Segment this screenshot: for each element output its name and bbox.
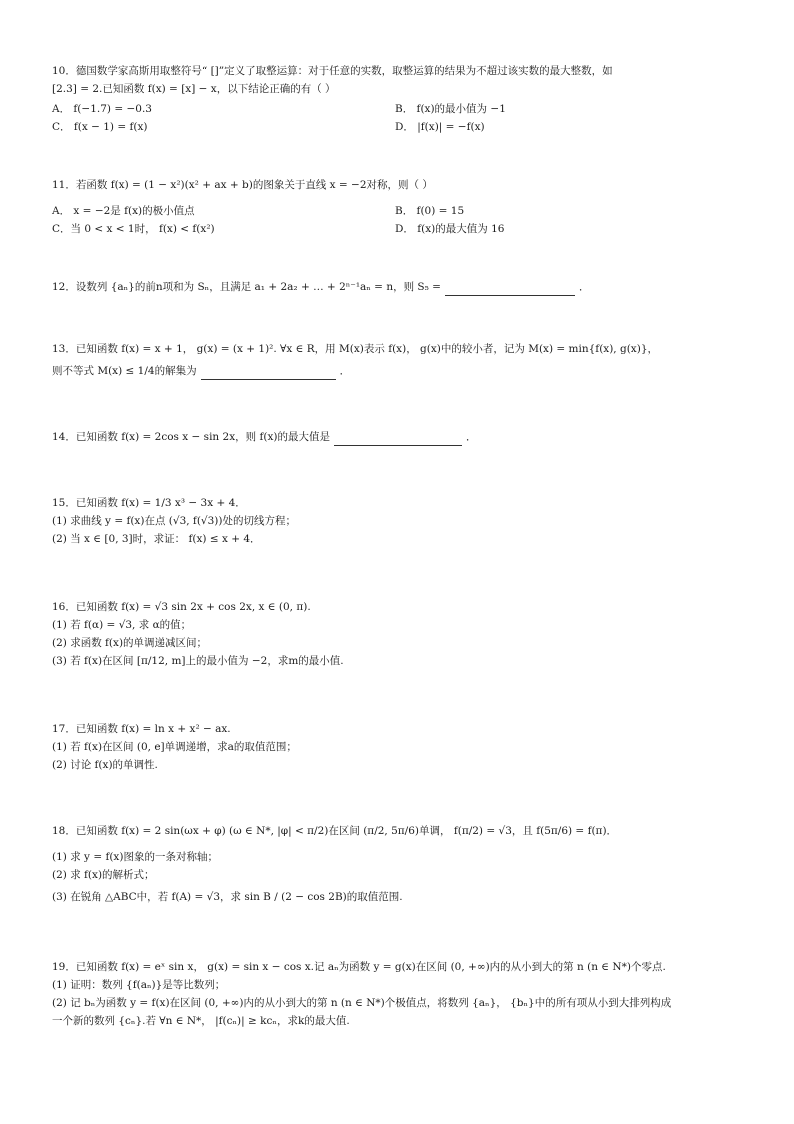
q19-stem: 19．已知函数 f(x) = eˣ sin x， g(x) = sin x − cos x.记 aₙ为函数 y = g(x)在区间 (0, +∞)内的从小到大的第 n (n ∈ N*)个零点. (52, 961, 666, 973)
q16-stem: 16．已知函数 f(x) = √3 sin 2x + cos 2x, x ∈ (0, π). (52, 601, 311, 613)
q13-period: ． (339, 365, 351, 377)
q10-stem-line1: 10．德国数学家高斯用取整符号“ []”定义了取整运算：对于任意的实数，取整运算的结果为不超过该实数的最大整数，如 (52, 65, 613, 77)
q10-option-c: C． f(x − 1) = f(x) (52, 121, 148, 133)
q15-stem: 15．已知函数 f(x) = 1/3 x³ − 3x + 4． (52, 497, 246, 509)
q15-part-1: (1) 求曲线 y = f(x)在点 (√3, f(√3))处的切线方程； (52, 515, 296, 527)
q16-part-3: (3) 若 f(x)在区间 [π/12, m]上的最小值为 −2，求m的最小值. (52, 655, 344, 667)
q13-stem-line1: 13．已知函数 f(x) = x + 1， g(x) = (x + 1)². ∀x ∈ R，用 M(x)表示 f(x)， g(x)中的较小者，记为 M(x) = min{f(x), g(x)}， (52, 343, 658, 355)
question-11 (52, 176, 752, 238)
q10-options-row2 (52, 118, 752, 136)
q12-stem (52, 278, 752, 296)
question-12 (52, 278, 752, 296)
question-14 (52, 428, 752, 446)
q14-stem (52, 428, 752, 446)
q19-part-2: (2) 记 bₙ为函数 y = f(x)在区间 (0, +∞)内的从小到大的第 n (n ∈ N*)个极值点，将数列 {aₙ}， {bₙ}中的所有项从小到大排列构成 (52, 997, 672, 1009)
question-17 (52, 720, 752, 774)
q11-stem: 11．若函数 f(x) = (1 − x²)(x² + ax + b)的图象关于直线 x = −2对称，则（ ） (52, 179, 433, 191)
q18-part-2: (2) 求 f(x)的解析式； (52, 869, 155, 881)
question-18 (52, 822, 752, 906)
q16-part-1: (1) 若 f(α) = √3, 求 α的值； (52, 619, 192, 631)
question-16 (52, 598, 752, 670)
q10-stem-line2: [2.3] = 2.已知函数 f(x) = [x] − x，以下结论正确的有（ ） (52, 83, 336, 95)
q17-part-1: (1) 若 f(x)在区间 (0, e]单调递增，求a的取值范围； (52, 741, 297, 753)
q11-option-c: C．当 0 < x < 1时， f(x) < f(x²) (52, 223, 215, 235)
q12-text: 12．设数列 {aₙ}的前n项和为 Sₙ，且满足 a₁ + 2a₂ + … + 2ⁿ⁻¹aₙ = n，则 S₅ = (52, 281, 441, 293)
q12-answer-blank (445, 282, 575, 296)
q11-options-row1 (52, 202, 752, 220)
q11-option-a: A． x = −2是 f(x)的极小值点 (52, 205, 195, 217)
q13-answer-blank (201, 366, 336, 380)
q10-options-row1 (52, 100, 752, 118)
q18-stem: 18．已知函数 f(x) = 2 sin(ωx + φ) (ω ∈ N*, |φ| < π/2)在区间 (π/2, 5π/6)单调， f(π/2) = √3，且 f(5π/6) = f(π)． (52, 825, 618, 837)
question-10 (52, 62, 752, 136)
q10-option-a: A． f(−1.7) = −0.3 (52, 103, 152, 115)
q14-answer-blank (334, 432, 462, 446)
q19-part-2-cont: 一个新的数列 {cₙ}.若 ∀n ∈ N*， |f(cₙ)| ≥ kcₙ，求k的最大值. (52, 1015, 350, 1027)
q10-option-b: B． f(x)的最小值为 −1 (395, 103, 506, 115)
q18-part-3: (3) 在锐角 △ABC中，若 f(A) = √3，求 sin B / (2 − cos 2B)的取值范围. (52, 891, 403, 903)
q18-part-1: (1) 求 y = f(x)图象的一条对称轴； (52, 851, 218, 863)
question-15 (52, 494, 752, 548)
q12-period: ． (578, 281, 590, 293)
question-13 (52, 340, 752, 380)
q11-options-row2 (52, 220, 752, 238)
q10-option-d: D． |f(x)| = −f(x) (395, 121, 485, 133)
q16-part-2: (2) 求函数 f(x)的单调递减区间； (52, 637, 208, 649)
q17-part-2: (2) 讨论 f(x)的单调性. (52, 759, 158, 771)
q13-stem-line2 (52, 362, 752, 380)
q19-part-1: (1) 证明：数列 {f(aₙ)}是等比数列； (52, 979, 226, 991)
q14-text: 14．已知函数 f(x) = 2cos x − sin 2x，则 f(x)的最大值是 (52, 431, 330, 443)
q17-stem: 17．已知函数 f(x) = ln x + x² − ax. (52, 723, 231, 735)
q11-option-b: B． f(0) = 15 (395, 205, 465, 217)
question-19 (52, 958, 752, 1030)
q11-option-d: D． f(x)的最大值为 16 (395, 223, 505, 235)
q14-period: ． (465, 431, 477, 443)
q15-part-2: (2) 当 x ∈ [0, 3]时，求证： f(x) ≤ x + 4． (52, 533, 261, 545)
q13-text: 则不等式 M(x) ≤ 1/4的解集为 (52, 365, 197, 377)
